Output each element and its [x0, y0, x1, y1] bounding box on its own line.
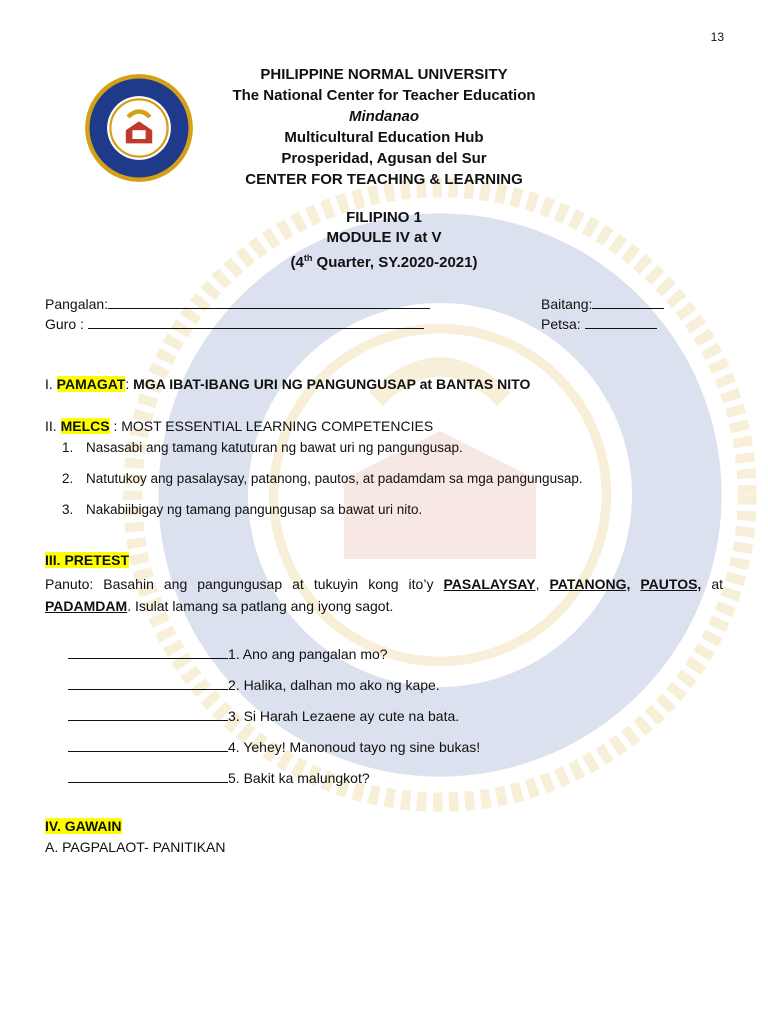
center-name: CENTER FOR TEACHING & LEARNING	[245, 171, 523, 188]
pangalan-label: Pangalan:	[45, 296, 109, 312]
section-gawain	[45, 818, 122, 834]
melcs-label: MELCS	[60, 418, 110, 434]
student-info-fields	[45, 294, 725, 334]
answer-blank[interactable]	[68, 768, 228, 783]
pangalan-blank[interactable]	[108, 295, 430, 309]
section-pretest	[45, 552, 129, 568]
guro-label: Guro :	[45, 316, 84, 332]
module-title: MODULE IV at V	[326, 229, 442, 246]
university-tagline: The National Center for Teacher Education	[232, 87, 536, 104]
section-pamagat: I. PAMAGAT: MGA IBAT-IBANG URI NG PANGUNGUSAP at BANTAS NITO	[45, 376, 531, 392]
campus-name: Mindanao	[349, 108, 419, 125]
institution-header	[0, 64, 768, 190]
module-title-block	[0, 208, 768, 273]
guro-blank[interactable]	[88, 315, 424, 329]
pretest-question: 2. Halika, dalhan mo ako ng kape.	[68, 675, 440, 693]
page-number: 13	[710, 30, 724, 44]
melcs-title: : MOST ESSENTIAL LEARNING COMPETENCIES	[109, 418, 434, 434]
pamagat-title: MGA IBAT-IBANG URI NG PANGUNGUSAP at BANTAS NITO	[133, 376, 531, 392]
panuto-instructions: Panuto: Basahin ang pangungusap at tukuyin kong ito’y PASALAYSAY, PATANONG, PAUTOS, at PADAMDAM. Isulat lamang sa patlang ang iyong sagot.	[45, 576, 724, 614]
answer-blank[interactable]	[68, 644, 228, 659]
pretest-label: III. PRETEST	[45, 552, 130, 568]
hub-name: Multicultural Education Hub	[284, 129, 484, 146]
answer-blank[interactable]	[68, 737, 228, 752]
list-item: 2. Natutukoy ang pasalaysay, patanong, pautos, at padamdam sa mga pangungusap.	[62, 471, 583, 486]
section-melcs: II. MELCS : MOST ESSENTIAL LEARNING COMPETENCIES	[45, 418, 434, 434]
pretest-question: 5. Bakit ka malungkot?	[68, 768, 370, 786]
location: Prosperidad, Agusan del Sur	[281, 150, 487, 167]
gawain-subheading: A. PAGPALAOT- PANITIKAN	[45, 839, 226, 855]
university-name: PHILIPPINE NORMAL UNIVERSITY	[260, 66, 508, 83]
petsa-label: Petsa:	[541, 316, 581, 332]
baitang-blank[interactable]	[592, 295, 664, 309]
gawain-label: IV. GAWAIN	[45, 818, 122, 834]
petsa-blank[interactable]	[585, 315, 657, 329]
pretest-question: 3. Si Harah Lezaene ay cute na bata.	[68, 706, 459, 724]
quarter-line: (4th Quarter, SY.2020-2021)	[290, 253, 478, 271]
answer-blank[interactable]	[68, 675, 228, 690]
pretest-question: 1. Ano ang pangalan mo?	[68, 644, 388, 662]
subject-title: FILIPINO 1	[346, 209, 422, 226]
list-item: 1. Nasasabi ang tamang katuturan ng bawat uri ng pangungusap.	[62, 440, 463, 455]
pretest-question: 4. Yehey! Manonoud tayo ng sine bukas!	[68, 737, 480, 755]
answer-blank[interactable]	[68, 706, 228, 721]
pamagat-label: PAMAGAT	[56, 376, 126, 392]
baitang-label: Baitang:	[541, 296, 593, 312]
list-item: 3. Nakabiibigay ng tamang pangungusap sa bawat uri nito.	[62, 502, 423, 517]
